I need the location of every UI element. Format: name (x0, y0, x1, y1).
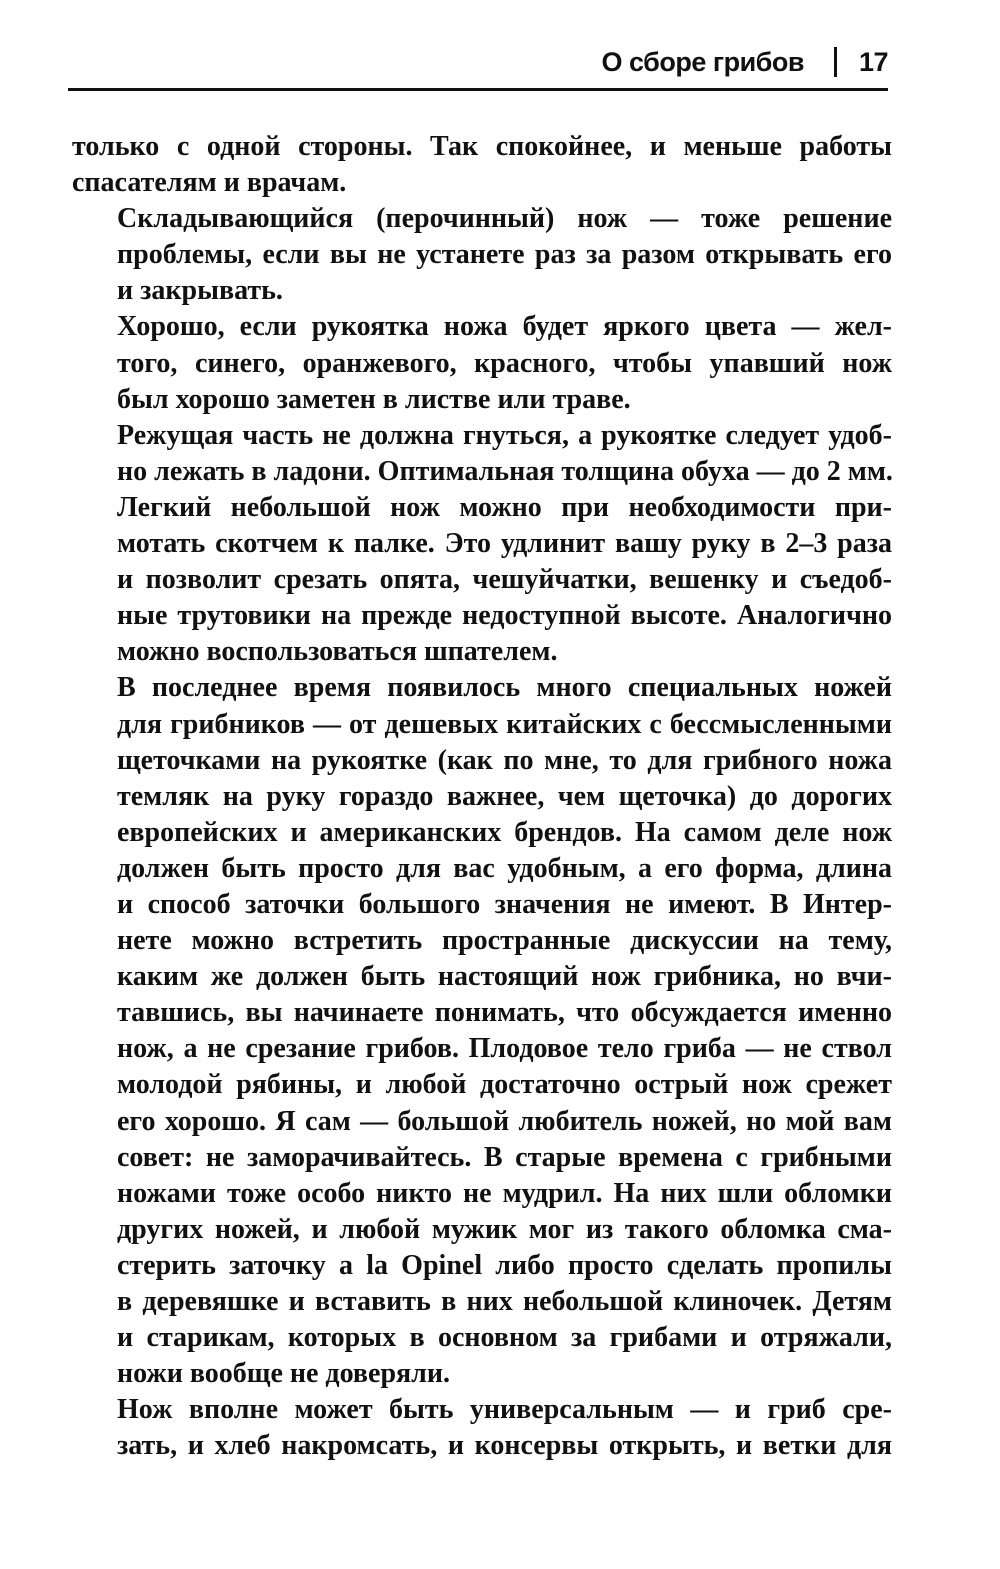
paragraph (72, 418, 892, 490)
text-line: в деревяшке и вставить в них небольшой клиночек. Детям (117, 1286, 892, 1317)
text-line: европейских и американских брендов. На самом деле нож (117, 816, 892, 848)
text-line: зать, и хлеб накромсать, и консервы открыть, и ветки для (117, 1430, 892, 1462)
text-line: его хорошо. Я сам — большой любитель ножей, но мой вам (117, 1105, 892, 1137)
paragraph (72, 670, 892, 1392)
text-line: мотать скотчем к палке. Это удлинит вашу руку в 2–3 раза (117, 528, 892, 560)
text-line: нож, а не срезание грибов. Плодовое тело гриба — не ствол (117, 1033, 892, 1065)
text-line: ножи вообще не доверяли. (117, 1358, 451, 1390)
running-header (68, 40, 888, 84)
section-title: О сборе грибов (601, 46, 804, 77)
text-line: и способ заточки большого значения не имеют. В Интер- (117, 888, 892, 920)
paragraph (72, 201, 892, 309)
text-line: Хорошо, если рукоятка ножа будет яркого цвета — жел- (117, 311, 892, 343)
body-text (72, 129, 892, 1464)
text-line: был хорошо заметен в листве или траве. (117, 383, 631, 415)
text-line: спасателям и врачам. (72, 167, 347, 199)
text-line: молодой рябины, и любой достаточно острый нож срежет (117, 1069, 892, 1101)
header-separator (834, 47, 837, 77)
text-line: В последнее время появилось много специальных ножей (117, 672, 892, 704)
text-line: можно воспользоваться шпателем. (117, 636, 558, 668)
page-number: 17 (858, 46, 888, 77)
text-line: Легкий небольшой нож можно при необходимости при- (117, 491, 892, 523)
text-line: и закрывать. (117, 275, 283, 307)
text-line: и старикам, которых в основном за грибами и отряжали, (117, 1322, 892, 1354)
text-line: Складывающийся (перочинный) нож — тоже решение (117, 203, 892, 235)
text-line: ножами тоже особо никто не мудрил. На них шли обломки (117, 1177, 892, 1209)
text-line: только с одной стороны. Так спокойнее, и меньше работы (72, 131, 892, 162)
text-line: но лежать в ладони. Оптимальная толщина обуха — до 2 мм. (117, 455, 893, 487)
header-rule (68, 88, 888, 91)
text-line: должен быть просто для вас удобным, а его форма, длина (117, 852, 892, 884)
text-line: проблемы, если вы не устанете раз за разом открывать его (117, 239, 892, 271)
text-line: Режущая часть не должна гнуться, а рукоятке следует удоб- (117, 419, 892, 451)
paragraph (72, 129, 892, 201)
text-line: стерить заточку а la Opinel либо просто сделать пропилы (117, 1249, 892, 1281)
text-line: Нож вполне может быть универсальным — и гриб сре- (117, 1394, 892, 1426)
text-line: других ножей, и любой мужик мог из такого обломка сма- (117, 1213, 892, 1245)
text-line: каким же должен быть настоящий нож грибника, но вчи- (117, 961, 892, 993)
text-line: нете можно встретить пространные дискуссии на тему, (117, 925, 892, 957)
text-line: совет: не заморачивайтесь. В старые времена с грибными (117, 1141, 892, 1173)
text-line: и позволит срезать опята, чешуйчатки, вешенку и съедоб- (117, 564, 892, 596)
text-line: для грибников — от дешевых китайских с бессмысленными (117, 708, 892, 740)
text-line: тавшись, вы начинаете понимать, что обсуждается именно (117, 997, 892, 1029)
paragraph (72, 309, 892, 417)
text-line: того, синего, оранжевого, красного, чтобы упавший нож (117, 347, 892, 379)
paragraph (72, 1392, 892, 1464)
paragraph (72, 490, 892, 670)
text-line: темляк на руку гораздо важнее, чем щеточка) до дорогих (117, 780, 892, 812)
text-line: ные трутовики на прежде недоступной высоте. Аналогично (117, 600, 892, 632)
text-line: щеточками на рукоятке (как по мне, то для грибного ножа (117, 744, 892, 776)
